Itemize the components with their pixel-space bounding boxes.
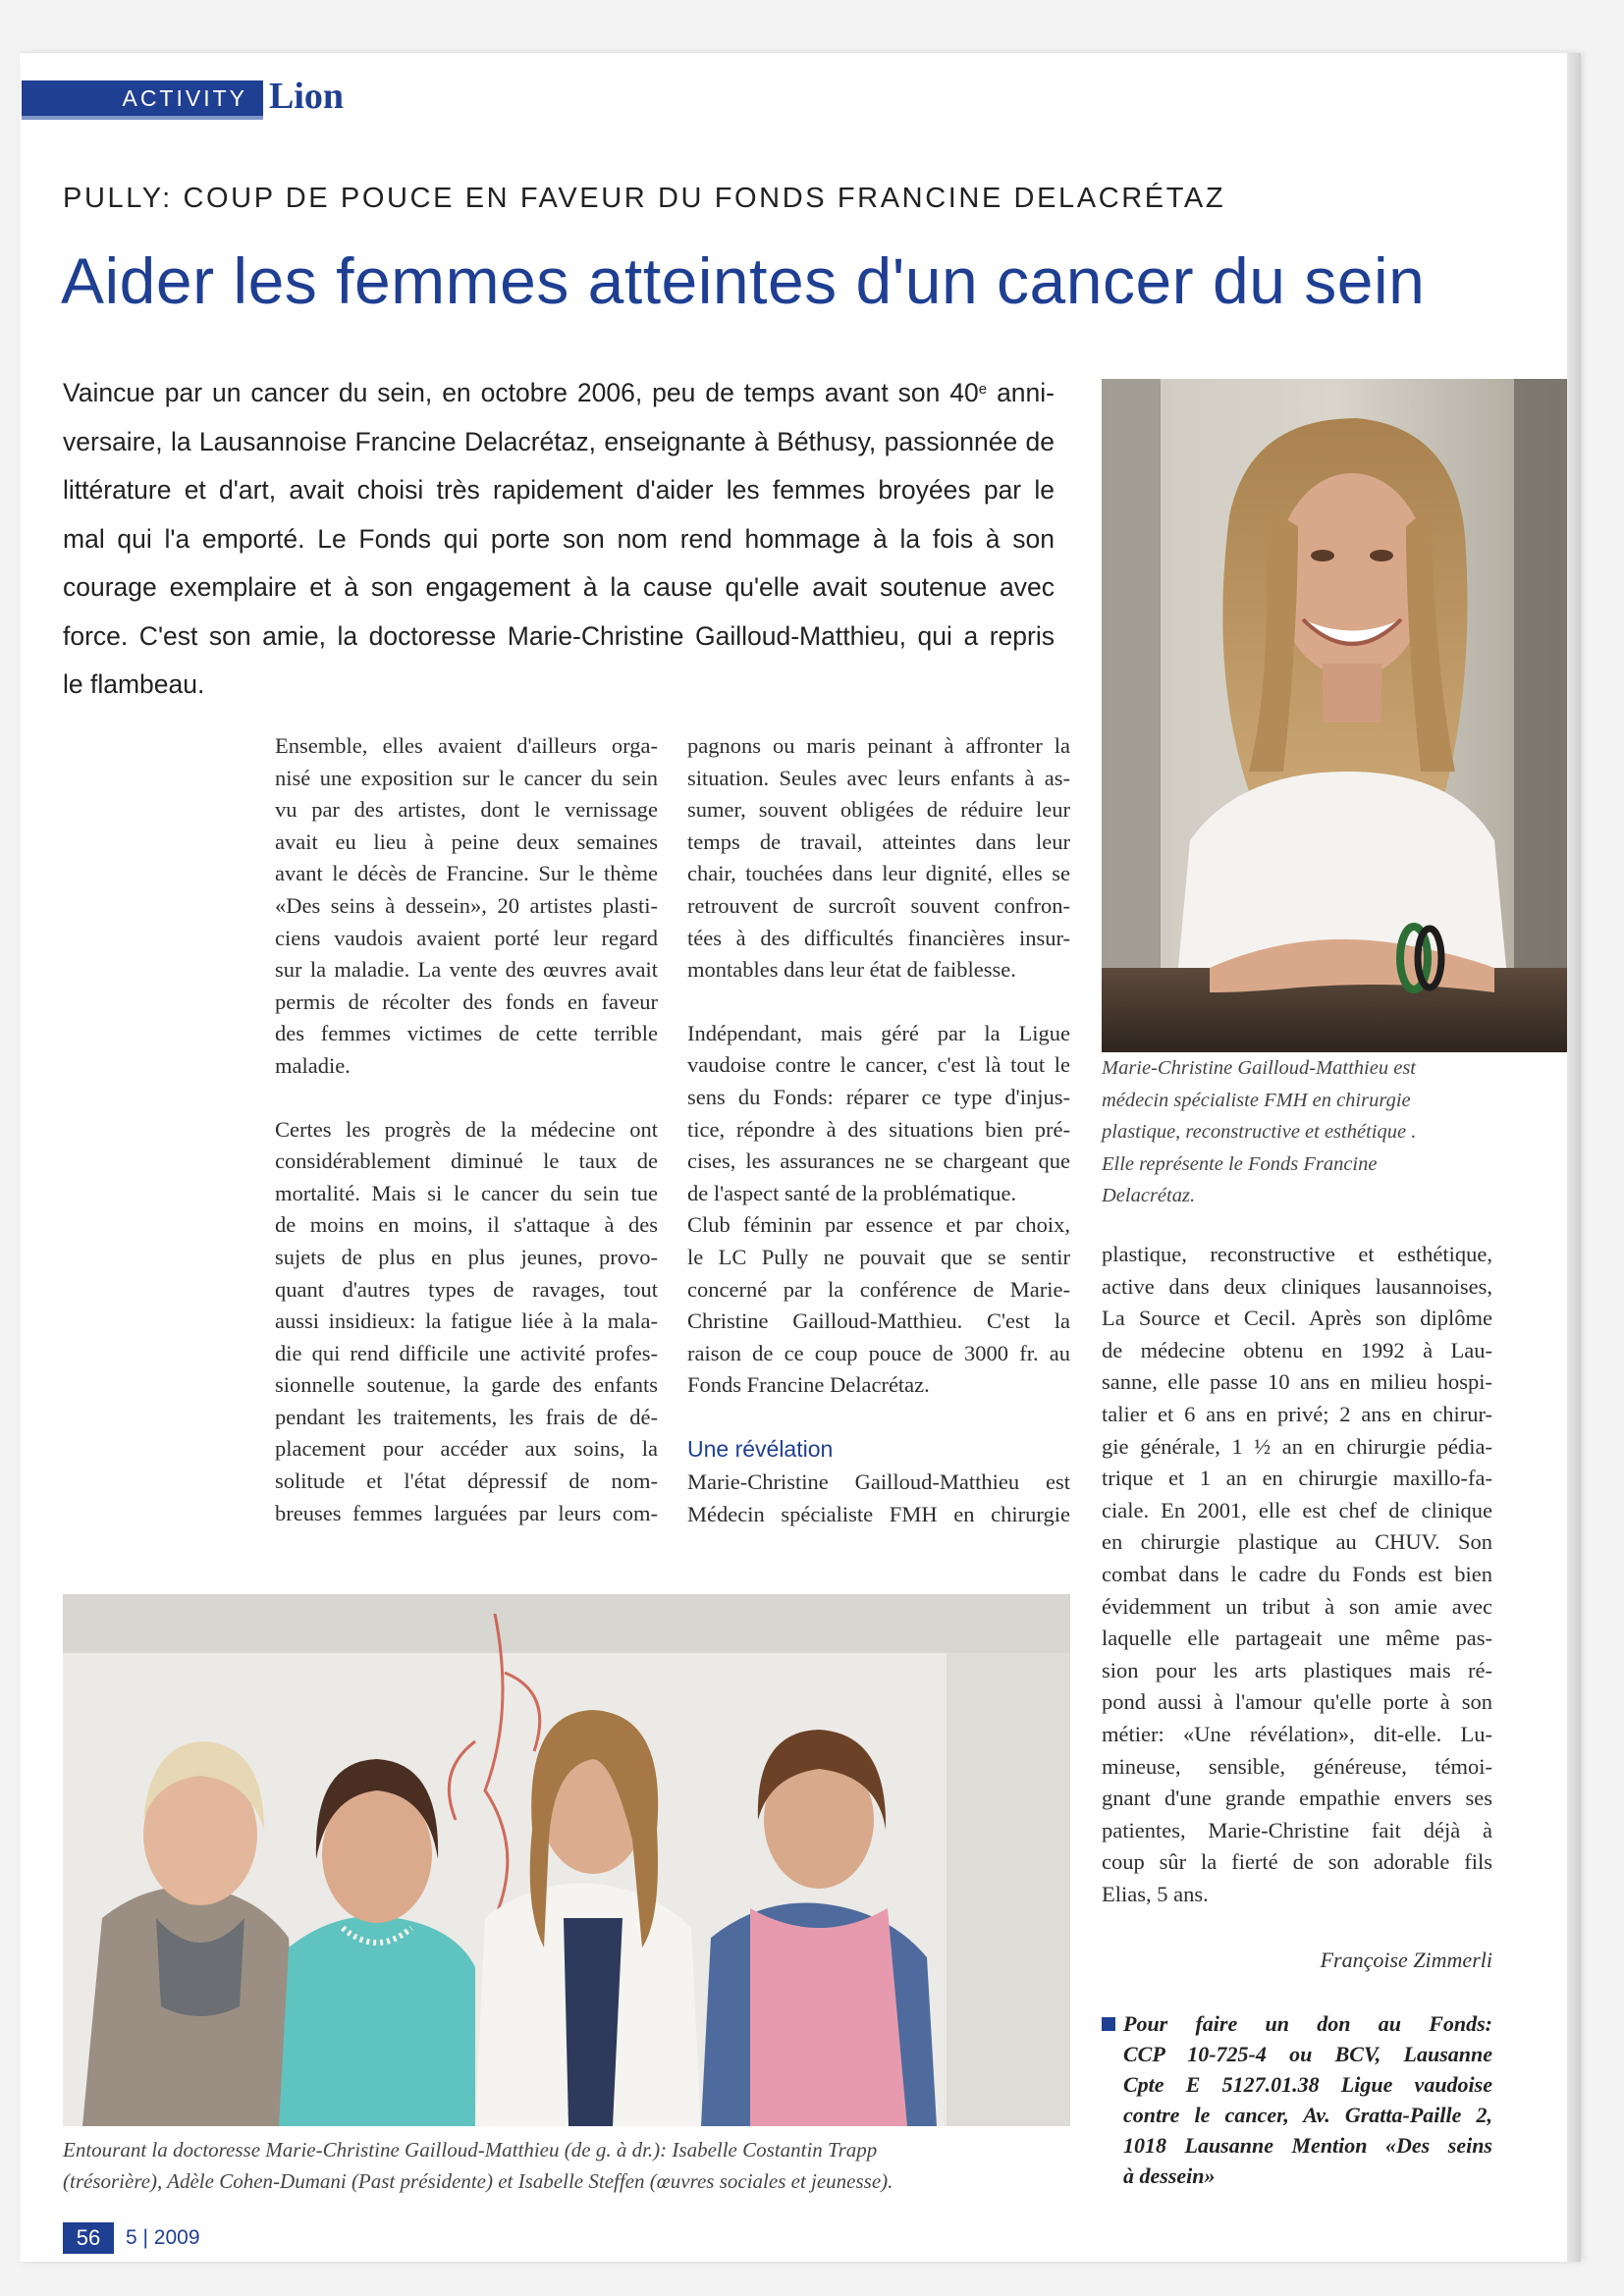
text-line: évidemment un tribut à son amie avec xyxy=(1102,1593,1492,1619)
text-line: die qui rend difficile une activité profes- xyxy=(275,1340,658,1365)
article-lede xyxy=(63,369,1055,710)
text-line: laquelle elle partageait une même pas- xyxy=(1102,1626,1492,1651)
text-line: ciale. En 2001, elle est chef de clinique xyxy=(1102,1497,1492,1522)
lede-line: courage exemplaire et à son engagement à la cause qu'elle avait soutenue avec xyxy=(63,572,1055,602)
text-line: des femmes victimes de cette terrible xyxy=(275,1021,658,1046)
donation-line: Pour faire un don au Fonds: xyxy=(1123,2011,1492,2036)
text-line: sanne, elle passe 10 ans en milieu hospi- xyxy=(1102,1369,1492,1395)
group-caption xyxy=(63,2134,1074,2197)
group-illustration xyxy=(63,1594,1070,2126)
article-kicker: PULLY: COUP DE POUCE EN FAVEUR DU FONDS FRANCINE DELACRÉTAZ xyxy=(63,183,1226,214)
caption-line: Delacrétaz. xyxy=(1102,1185,1196,1206)
magazine-logo: Lion xyxy=(269,76,345,117)
text-line: de médecine obtenu en 1992 à Lau- xyxy=(1102,1337,1492,1362)
donation-box xyxy=(1102,2008,1492,2191)
text-line: avant le décès de Francine. Sur le thème xyxy=(275,861,658,886)
text-line: plastique, reconstructive et esthétique, xyxy=(1102,1242,1492,1266)
text-line: Marie-Christine Gailloud-Matthieu est xyxy=(687,1469,1070,1495)
body-column-2 xyxy=(687,730,1070,1531)
text-line: pond aussi à l'amour qu'elle porte à son xyxy=(1102,1689,1492,1715)
text-line: Christine Gailloud-Matthieu. C'est la xyxy=(687,1308,1070,1334)
text-line: mineuse, sensible, généreuse, témoi- xyxy=(1102,1753,1492,1779)
portrait-caption xyxy=(1102,1052,1494,1212)
text-line: chair, touchées dans leur dignité, elles se xyxy=(687,861,1070,886)
text-line: sionnelle soutenue, la garde des enfants xyxy=(275,1372,658,1398)
portrait-photo xyxy=(1102,379,1567,1052)
text-line: trique et 1 an en chirurgie maxillo-fa- xyxy=(1102,1466,1492,1491)
text-line: situation. Seules avec leurs enfants à as- xyxy=(687,765,1070,790)
text-line: ciens vaudois avaient porté leur regard xyxy=(275,925,658,950)
text-line: sion pour les arts plastiques mais ré- xyxy=(1102,1657,1492,1682)
page-edge xyxy=(1567,53,1581,2262)
caption-line: (trésorière), Adèle Cohen-Dumani (Past présidente) et Isabelle Steffen (œuvres sociales et jeunesse). xyxy=(63,2169,893,2193)
text-line: La Source et Cecil. Après son diplôme xyxy=(1102,1306,1492,1331)
author-signature: Françoise Zimmerli xyxy=(1320,1948,1492,1972)
caption-line: plastique, reconstructive et esthétique . xyxy=(1102,1121,1417,1143)
text-line: montables dans leur état de faiblesse. xyxy=(687,957,1016,983)
text-line: considérablement diminué le taux de xyxy=(275,1148,658,1174)
subheading: Une révélation xyxy=(687,1435,834,1462)
text-line: patientes, Marie-Christine fait déjà à xyxy=(1102,1817,1492,1842)
subsection xyxy=(687,1433,1070,1531)
lede-line: Vaincue par un cancer du sein, en octobre 2006, peu de temps avant son 40e anni- xyxy=(63,378,1055,407)
text-line: Ensemble, elles avaient d'ailleurs orga- xyxy=(275,733,658,758)
text-line: raison de ce coup pouce de 3000 fr. au xyxy=(687,1340,1070,1365)
text-line: sens du Fonds: réparer ce type d'injus- xyxy=(687,1084,1070,1109)
text-line: pagnons ou maris peinant à affronter la xyxy=(687,733,1070,758)
text-line: avait eu lieu à peine deux semaines xyxy=(275,828,658,854)
text-line: tées à des difficultés financières insur- xyxy=(687,925,1070,950)
donation-line: à dessein» xyxy=(1123,2163,1216,2188)
text-line: concerné par la conférence de Marie- xyxy=(687,1276,1070,1302)
text-line: de moins en moins, il s'attaque à des xyxy=(275,1212,658,1238)
group-photo xyxy=(63,1594,1070,2126)
text-line: vu par des artistes, dont le vernissage xyxy=(275,797,658,823)
section-banner xyxy=(22,80,263,116)
lede-line: mal qui l'a emporté. Le Fonds qui porte son nom rend hommage à la fois à son xyxy=(63,523,1055,554)
text-line: Indépendant, mais géré par la Ligue xyxy=(687,1020,1070,1045)
donation-line: 1018 Lausanne Mention «Des seins xyxy=(1123,2133,1492,2158)
donation-line: CCP 10-725-4 ou BCV, Lausanne xyxy=(1123,2042,1492,2066)
lede-line: versaire, la Lausannoise Francine Delacrétaz, enseignante à Béthusy, passionnée de xyxy=(63,426,1055,456)
text-line: maladie. xyxy=(275,1052,351,1078)
paragraph xyxy=(687,730,1070,987)
text-line: le LC Pully ne pouvait que se sentir xyxy=(687,1244,1070,1269)
section-label: ACTIVITY xyxy=(122,84,247,111)
text-line: placement pour accéder aux soins, la xyxy=(275,1436,658,1462)
lede-line: le flambeau. xyxy=(63,669,205,699)
body-column-1 xyxy=(275,730,658,1561)
text-line: pendant les traitements, les frais de dé- xyxy=(275,1404,658,1429)
article-headline: Aider les femmes atteintes d'un cancer du sein xyxy=(61,244,1426,317)
caption-line: Elle représente le Fonds Francine xyxy=(1102,1152,1378,1175)
text-line: vaudoise contre le cancer, c'est là tout le xyxy=(687,1052,1070,1078)
text-line: gnant d'une grande empathie envers ses xyxy=(1102,1786,1492,1811)
text-line: en chirurgie plastique au CHUV. Son xyxy=(1102,1529,1492,1555)
text-line: coup sûr la fierté de son adorable fils xyxy=(1102,1849,1492,1875)
text-line: tice, répondre à des situations bien pré- xyxy=(687,1116,1070,1142)
issue-label: 5 | 2009 xyxy=(126,2226,200,2249)
text-line: Elias, 5 ans. xyxy=(1102,1881,1209,1906)
caption-line: Entourant la doctoresse Marie-Christine Gailloud-Matthieu (de g. à dr.): Isabelle Costantin Trapp xyxy=(63,2138,878,2162)
donation-line: Cpte E 5127.01.38 Ligue vaudoise xyxy=(1123,2072,1492,2097)
text-line: sur la maladie. La vente des œuvres avait xyxy=(275,957,658,983)
text-line: Club féminin par essence et par choix, xyxy=(687,1212,1070,1238)
paragraph xyxy=(1102,1239,1492,1910)
text-line: métier: «Une révélation», dit-elle. Lu- xyxy=(1102,1721,1492,1746)
text-line: temps de travail, atteintes dans leur xyxy=(687,828,1070,854)
text-line: gie générale, 1 ½ an en chirurgie pédia- xyxy=(1102,1433,1492,1459)
text-line: breuses femmes larguées par leurs com- xyxy=(275,1500,658,1525)
donation-line: contre le cancer, Av. Gratta-Paille 2, xyxy=(1123,2103,1492,2127)
text-line: Fonds Francine Delacrétaz. xyxy=(687,1372,930,1398)
text-line: de l'aspect santé de la problématique. xyxy=(687,1180,1017,1205)
caption-line: médecin spécialiste FMH en chirurgie xyxy=(1102,1089,1411,1111)
text-line: permis de récolter des fonds en faveur xyxy=(275,988,658,1014)
text-line: combat dans le cadre du Fonds est bien xyxy=(1102,1561,1492,1586)
caption-line: Marie-Christine Gailloud-Matthieu est xyxy=(1102,1057,1416,1079)
page-number: 56 xyxy=(63,2222,114,2254)
lede-line: littérature et d'art, avait choisi très rapidement d'aider les femmes broyées par le xyxy=(63,475,1055,505)
text-line: sujets de plus en plus jeunes, provo- xyxy=(275,1244,658,1269)
lede-line: force. C'est son amie, la doctoresse Marie-Christine Gailloud-Matthieu, qui a repris xyxy=(63,620,1055,651)
text-line: sumer, souvent obligées de réduire leur xyxy=(687,797,1070,823)
text-line: aussi insidieux: la fatigue liée à la mala- xyxy=(275,1308,658,1334)
section-banner-stripe xyxy=(22,116,263,120)
text-line: solitude et l'état dépressif de nom- xyxy=(275,1468,658,1494)
text-line: Médecin spécialiste FMH en chirurgie xyxy=(687,1502,1070,1527)
text-line: nisé une exposition sur le cancer du sein xyxy=(275,765,658,790)
text-line: retrouvent de surcroît souvent confron- xyxy=(687,892,1070,918)
text-line: Certes les progrès de la médecine ont xyxy=(275,1116,658,1142)
paragraph xyxy=(275,1114,658,1530)
text-line: mortalité. Mais si le cancer du sein tue xyxy=(275,1180,658,1205)
text-line: active dans deux cliniques lausannoises, xyxy=(1102,1273,1492,1299)
square-bullet-icon xyxy=(1102,2017,1115,2031)
portrait-illustration xyxy=(1102,379,1567,1052)
text-line: «Des seins à dessein», 20 artistes plasti- xyxy=(275,892,658,918)
text-line: quant d'autres types de ravages, tout xyxy=(275,1276,658,1302)
text-line: cises, les assurances ne se chargeant que xyxy=(687,1148,1070,1174)
text-line: talier et 6 ans en privé; 2 ans en chirur- xyxy=(1102,1401,1492,1426)
body-column-3 xyxy=(1102,1239,1492,1942)
paragraph xyxy=(275,730,658,1083)
paragraph xyxy=(687,1018,1070,1402)
